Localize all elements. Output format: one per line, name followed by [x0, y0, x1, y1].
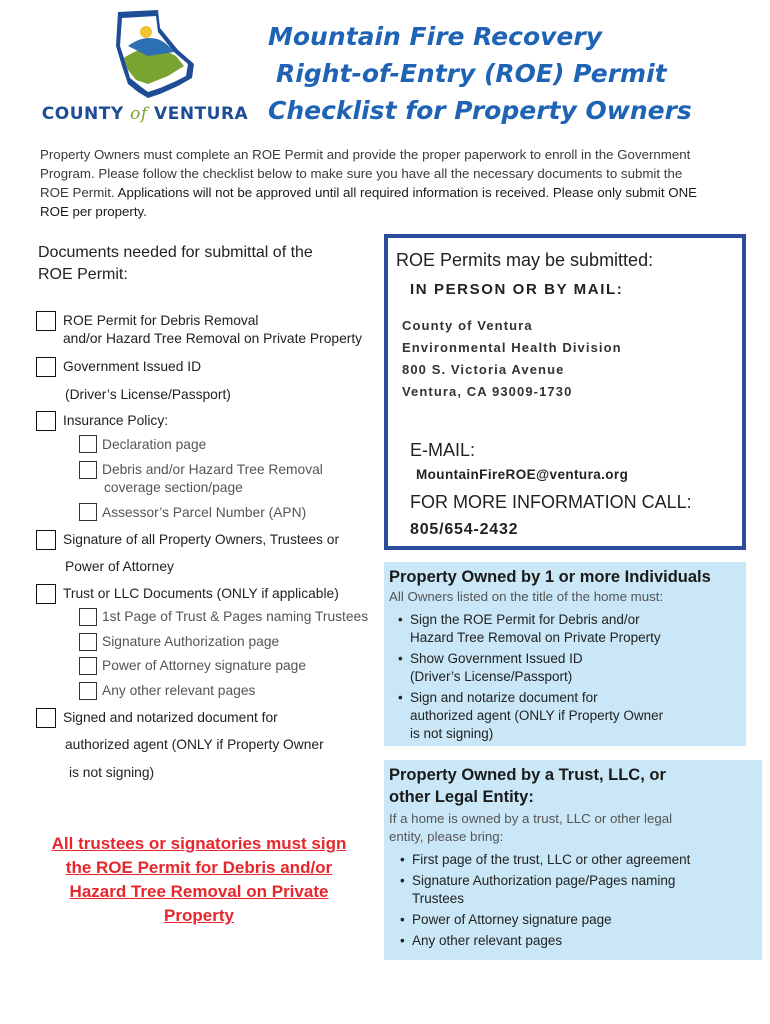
checkbox-insurance-policy[interactable] — [36, 411, 56, 431]
checkbox-apn[interactable] — [79, 503, 97, 521]
documents-heading: Documents needed for submittal of the ROE Permit: — [38, 244, 313, 283]
doc-item-trust-llc: Trust or LLC Documents (ONLY if applicable) — [63, 586, 339, 601]
checkbox-other-pages[interactable] — [79, 682, 97, 700]
checkbox-government-id[interactable] — [36, 357, 56, 377]
doc-item-signatures: Signature of all Property Owners, Trustees or — [63, 532, 340, 547]
subitem-power-of-attorney: Power of Attorney signature page — [102, 658, 307, 673]
signatories-warning: All trustees or signatories must sign the ROE Permit for Debris and/or Hazard Tree Removal on Private Property — [51, 834, 347, 925]
title-line-3: Checklist for Property Owners — [268, 96, 692, 125]
doc-item-government-id-line2: (Driver’s License/Passport) — [65, 387, 231, 402]
submission-method: IN PERSON OR BY MAIL: — [410, 281, 624, 298]
email-link[interactable]: MountainFireROE@ventura.org — [416, 467, 629, 482]
doc-item-government-id: Government Issued ID — [63, 359, 202, 374]
checkbox-signature-authorization[interactable] — [79, 633, 97, 651]
checkbox-roe-permit[interactable] — [36, 311, 56, 331]
title-line-2: Right-of-Entry (ROE) Permit — [276, 59, 667, 88]
entity-list — [400, 851, 750, 953]
subitem-debris-coverage-line2: coverage section/page — [104, 480, 243, 495]
subitem-debris-coverage: Debris and/or Hazard Tree Removal — [102, 462, 323, 477]
subitem-signature-authorization: Signature Authorization page — [102, 634, 280, 649]
list-item: • Show Government Issued ID (Driver’s License/Passport) — [398, 650, 738, 686]
phone-number[interactable]: 805/654-2432 — [410, 521, 519, 538]
checkbox-debris-coverage[interactable] — [79, 461, 97, 479]
checkbox-trust-llc[interactable] — [36, 584, 56, 604]
list-item: • Sign and notarize document for authorized agent (ONLY if Property Owner is not signing) — [398, 689, 738, 743]
entity-title: Property Owned by a Trust, LLC, or other Legal Entity: — [389, 766, 666, 806]
county-name: COUNTY of VENTURA — [41, 104, 249, 124]
email-label: E-MAIL: — [410, 440, 476, 460]
doc-item-notarized-document-line2: authorized agent (ONLY if Property Owner — [65, 737, 324, 752]
list-item: • Any other relevant pages — [400, 932, 750, 950]
checkbox-power-of-attorney[interactable] — [79, 657, 97, 675]
address-line-3: 800 S. Victoria Avenue — [402, 362, 565, 377]
doc-item-insurance-policy: Insurance Policy: — [63, 413, 169, 428]
address-line-2: Environmental Health Division — [402, 340, 622, 355]
entity-intro: If a home is owned by a trust, LLC or other legal entity, please bring: — [389, 811, 673, 844]
individuals-intro: All Owners listed on the title of the home must: — [389, 589, 664, 604]
checkbox-trust-first-page[interactable] — [79, 608, 97, 626]
individuals-list — [398, 611, 738, 746]
address-line-1: County of Ventura — [402, 318, 533, 333]
doc-item-signatures-line2: Power of Attorney — [65, 559, 174, 574]
list-item: • Signature Authorization page/Pages naming Trustees — [400, 872, 750, 908]
doc-item-roe-permit-line2: and/or Hazard Tree Removal on Private Property — [63, 331, 363, 346]
doc-item-notarized-document-line3: is not signing) — [69, 765, 155, 780]
doc-item-roe-permit: ROE Permit for Debris Removal — [63, 313, 259, 328]
subitem-other-pages: Any other relevant pages — [102, 683, 256, 698]
checkbox-signatures[interactable] — [36, 530, 56, 550]
intro-paragraph: Property Owners must complete an ROE Permit and provide the proper paperwork to enroll in the Government Program. Please follow the checklist below to make sure you have all the necessary documents to submit the ROE Permit. Applications will not be approved until all required information is received. Please only submit ONE ROE per property. — [40, 147, 698, 219]
subitem-declaration-page: Declaration page — [102, 437, 207, 452]
title-line-1: Mountain Fire Recovery — [268, 22, 603, 51]
individuals-title: Property Owned by 1 or more Individuals — [389, 568, 711, 586]
subitem-apn: Assessor’s Parcel Number (APN) — [102, 505, 307, 520]
checkbox-declaration-page[interactable] — [79, 435, 97, 453]
county-map-icon — [108, 6, 200, 102]
submission-heading: ROE Permits may be submitted: — [396, 250, 654, 270]
subitem-trust-first-page: 1st Page of Trust & Pages naming Trustees — [102, 609, 369, 624]
checkbox-notarized-document[interactable] — [36, 708, 56, 728]
list-item: • First page of the trust, LLC or other agreement — [400, 851, 750, 869]
address-line-4: Ventura, CA 93009-1730 — [402, 384, 573, 399]
doc-item-notarized-document: Signed and notarized document for — [63, 710, 278, 725]
county-logo — [40, 6, 250, 136]
list-item: • Sign the ROE Permit for Debris and/or Hazard Tree Removal on Private Property — [398, 611, 738, 647]
info-call-label: FOR MORE INFORMATION CALL: — [410, 492, 692, 512]
list-item: • Power of Attorney signature page — [400, 911, 750, 929]
